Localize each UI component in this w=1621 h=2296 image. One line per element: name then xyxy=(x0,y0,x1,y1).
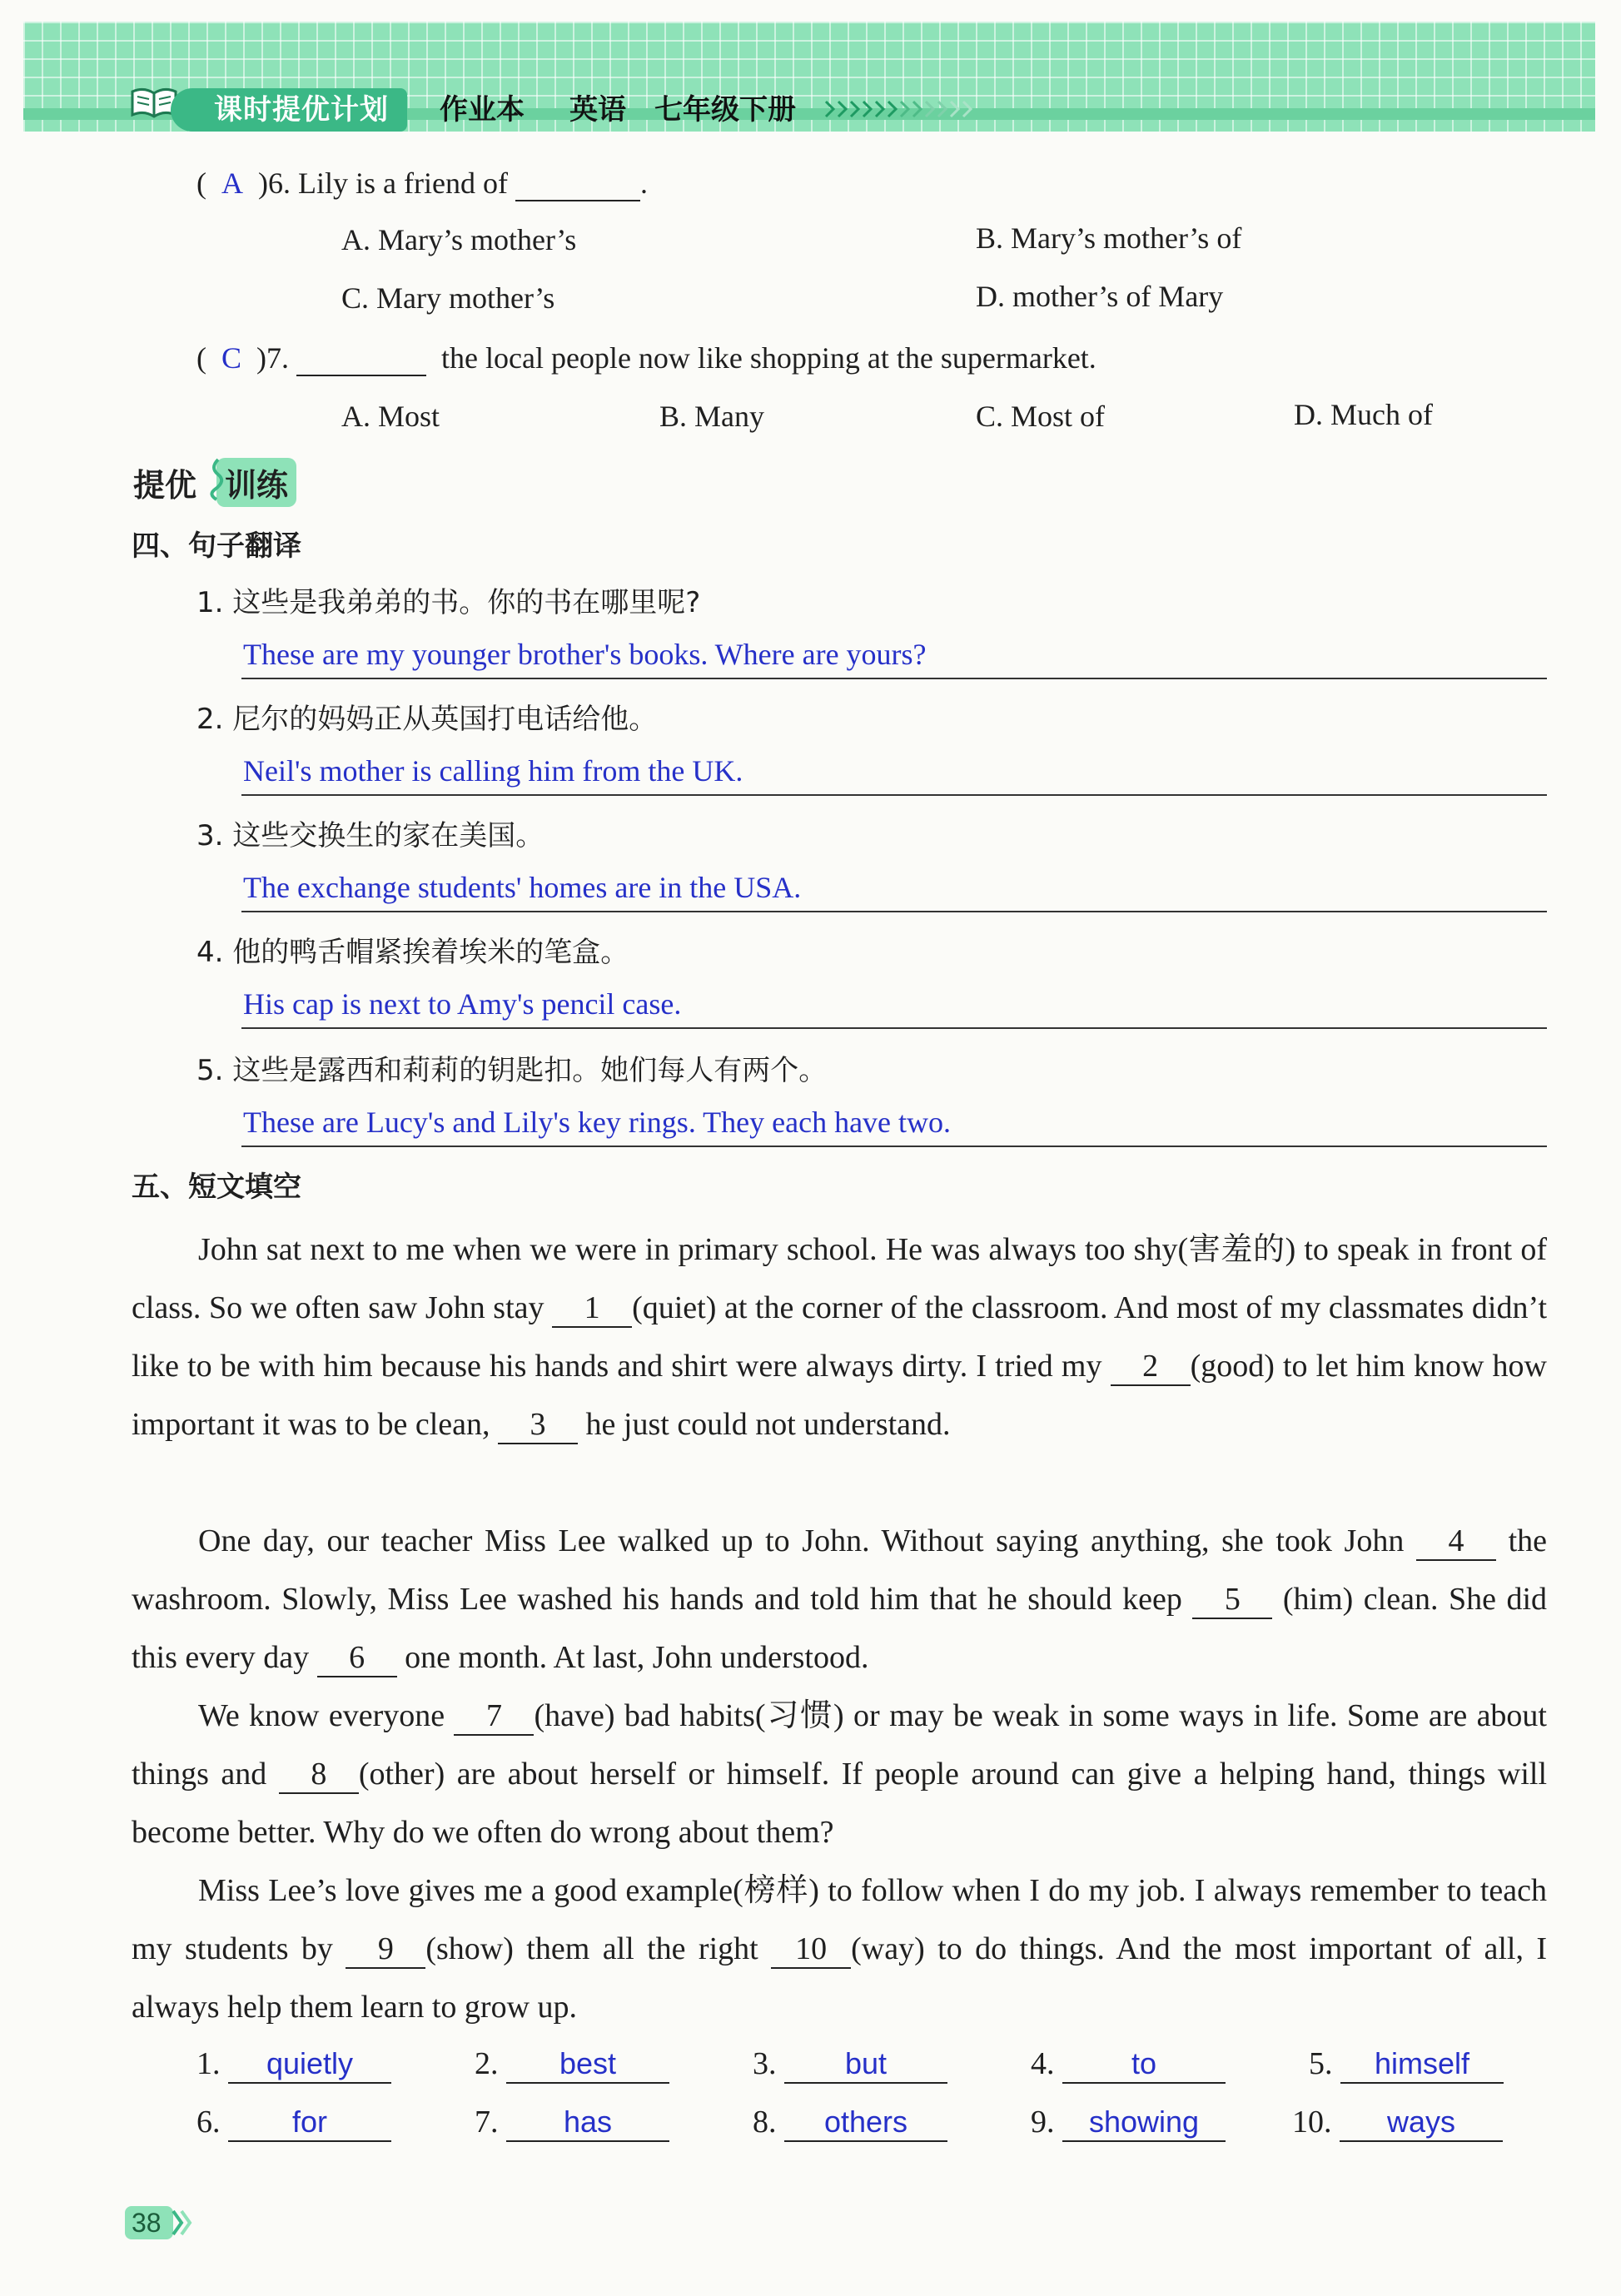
blank-2: 2 xyxy=(1111,1348,1191,1386)
chevron-icon xyxy=(887,100,898,118)
blank-3: 3 xyxy=(498,1406,578,1444)
answer-item-8: 8. others xyxy=(753,2101,947,2143)
question-6-option-d: D. mother’s of Mary xyxy=(976,280,1224,313)
answer-item-5: 5. himself xyxy=(1309,2043,1504,2085)
grade: 七年级下册 xyxy=(654,93,796,127)
training-label-part2: 训练 xyxy=(216,458,296,507)
chevron-icon xyxy=(874,100,886,118)
translation-3-answer: The exchange students' homes are in the USA. xyxy=(243,871,802,904)
answer-line xyxy=(241,1027,1547,1029)
chevron-icon xyxy=(862,100,873,118)
question-6-answer: A xyxy=(221,166,243,200)
translation-5-prompt: 5. 这些是露西和莉莉的钥匙扣。她们每人有两个。 xyxy=(196,1054,828,1087)
chevron-icon xyxy=(962,100,973,118)
chevron-icon xyxy=(837,100,848,118)
question-6-option-c: C. Mary mother’s xyxy=(341,281,555,315)
question-7-option-a: A. Most xyxy=(341,400,440,433)
translation-4-answer: His cap is next to Amy's pencil case. xyxy=(243,987,682,1021)
passage-paragraph-3: We know everyone 7 (have) bad habits(习惯) or may be weak in some ways in life. Some are about things and 8 (other) are about herself or himself. If people around can give a helping hand, things will become better. Why do we often do wrong about them? xyxy=(132,1698,1547,1850)
chevron-icon xyxy=(849,100,861,118)
chevron-icon xyxy=(824,100,836,118)
passage-paragraph-1: John sat next to me when we were in primary school. He was always too shy(害羞的) to speak in front of class. So we often saw John stay 1 (quiet) at the corner of the classroom. And most of my classmates didn’t like to be with him because his hands and shirt were always dirty. I tried my 2 (good) to let him know how important it was to be clean, 3 he just could not understand. xyxy=(132,1220,1547,1454)
subject: 英语 xyxy=(569,93,626,127)
series-title: 课时提优计划 xyxy=(171,88,407,132)
question-7-option-b: B. Many xyxy=(659,400,764,433)
blank-10: 10 xyxy=(771,1931,851,1969)
blank-8: 8 xyxy=(279,1756,359,1794)
answer-item-6: 6. for xyxy=(196,2101,391,2143)
passage-paragraph-4: Miss Lee’s love gives me a good example(榜样) to follow when I do my job. I always remember to teach my students by 9 (show) them all the right 10 (way) to do things. And the most important of all, I always help them learn to grow up. xyxy=(132,1873,1548,2025)
question-7-option-d: D. Much of xyxy=(1294,398,1433,431)
page-number: 38 xyxy=(132,2208,162,2238)
translation-2-prompt: 2. 尼尔的妈妈正从英国打电话给他。 xyxy=(196,703,658,736)
question-7-stem: ( C )7. the local people now like shopping at the supermarket. xyxy=(196,341,1096,375)
passage-paragraph-2: One day, our teacher Miss Lee walked up to John. Without saying anything, she took John 4 the washroom. Slowly, Miss Lee washed his hands and told him that he should keep 5 (him) clean. She did this every day 6 one month. At last, John understood. xyxy=(132,1512,1547,1687)
blank-4: 4 xyxy=(1416,1523,1496,1561)
chevron-icon xyxy=(899,100,911,118)
answer-item-4: 4. to xyxy=(1031,2043,1226,2085)
translation-5-answer: These are Lucy's and Lily's key rings. They each have two. xyxy=(243,1106,952,1139)
translation-4-prompt: 4. 他的鸭舌帽紧挨着埃米的笔盒。 xyxy=(196,936,629,969)
training-label-part1: 提优 xyxy=(133,467,197,504)
answer-item-3: 3. but xyxy=(753,2043,947,2085)
answer-item-10: 10. ways xyxy=(1292,2101,1503,2143)
answer-line xyxy=(241,1146,1547,1147)
answer-item-2: 2. best xyxy=(475,2043,669,2085)
translation-3-prompt: 3. 这些交换生的家在美国。 xyxy=(196,819,544,852)
chevron-icon xyxy=(937,100,948,118)
question-6-option-a: A. Mary’s mother’s xyxy=(341,223,577,256)
chevron-icon xyxy=(912,100,923,118)
blank-7: 7 xyxy=(454,1697,534,1736)
answer-line xyxy=(241,911,1547,912)
translation-2-answer: Neil's mother is calling him from the UK. xyxy=(243,754,743,788)
section-4-title: 四、句子翻译 xyxy=(132,529,301,563)
translation-1-answer: These are my younger brother's books. Where are yours? xyxy=(243,638,927,671)
question-7-answer: C xyxy=(221,341,242,375)
answer-line xyxy=(241,678,1547,679)
book-type: 作业本 xyxy=(440,93,525,127)
squiggle-icon xyxy=(206,456,225,501)
blank-5: 5 xyxy=(1192,1581,1272,1619)
blank-1: 1 xyxy=(552,1290,632,1328)
chevron-icon xyxy=(949,100,961,118)
question-7-option-c: C. Most of xyxy=(976,400,1106,433)
translation-1-prompt: 1. 这些是我弟弟的书。你的书在哪里呢? xyxy=(196,586,701,619)
answer-line xyxy=(241,794,1547,796)
answer-item-7: 7. has xyxy=(475,2101,669,2143)
answer-item-1: 1. quietly xyxy=(196,2043,391,2085)
question-6-stem: ( A )6. Lily is a friend of . xyxy=(196,166,648,200)
answer-item-9: 9. showing xyxy=(1031,2101,1226,2143)
header-chevrons xyxy=(824,93,973,127)
section-5-title: 五、短文填空 xyxy=(132,1170,301,1204)
chevron-icon xyxy=(924,100,936,118)
blank-9: 9 xyxy=(346,1931,425,1969)
blank-6: 6 xyxy=(317,1639,397,1677)
question-6-option-b: B. Mary’s mother’s of xyxy=(976,221,1242,255)
